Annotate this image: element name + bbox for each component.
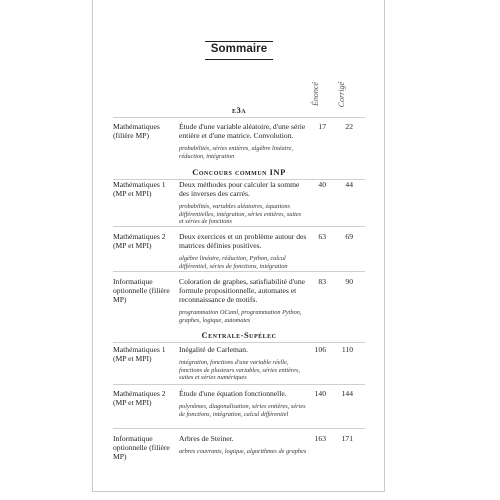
entry-corrige-page[interactable]: 90: [345, 277, 353, 286]
entry-description: Deux méthodes pour calculer la somme des inverses des carrés.: [179, 180, 300, 198]
entry-description: Deux exercices et un problème autour des matrices définies positives.: [179, 232, 307, 250]
entry-enonce-page[interactable]: 40: [318, 180, 326, 189]
entry-subject: Informatique optionnelle (filière MP): [113, 434, 170, 461]
entry-divider: [113, 384, 365, 385]
entry-subject: Informatique optionnelle (filière MP): [113, 277, 170, 304]
entry-description: Coloration de graphes, satisfiabilité d'une formule propositionnelle, automates et reconnaissance de motifs.: [179, 277, 306, 304]
entry-subject: Mathématiques 1 (MP et MPI): [113, 180, 166, 198]
entry-divider: [113, 226, 365, 227]
entry-enonce-page[interactable]: 106: [314, 345, 326, 354]
entry-corrige-page[interactable]: 144: [341, 389, 353, 398]
entry-subject: Mathématiques 2 (MP et MPI): [113, 232, 166, 250]
entry-description: Arbres de Steiner.: [179, 434, 234, 443]
entry-description: Étude d'une équation fonctionnelle.: [179, 389, 287, 398]
entry-keywords: intégration, fonctions d'une variable réelle, fonctions de plusieurs variables, séries entières, suites et séries numériques: [179, 359, 300, 381]
entry-description-block: [179, 277, 307, 324]
entry-enonce-page[interactable]: 83: [318, 277, 326, 286]
entry-subject: Mathématiques (filière MP): [113, 122, 160, 140]
summary-page: [113, 0, 365, 500]
entry-keywords: polynômes, diagonalisation, séries entières, séries de fonctions, intégration, calcul différentiel: [179, 403, 306, 418]
entry-corrige-page[interactable]: 22: [345, 122, 353, 131]
section-divider: [113, 117, 365, 118]
entry-description-block: [179, 345, 307, 382]
section-title-e3a: e3a: [231, 105, 247, 115]
title-block: [113, 39, 365, 60]
entry-enonce-page[interactable]: 17: [318, 122, 326, 131]
entry-description: Étude d'une variable aléatoire, d'une série entière et d'une matrice. Convolution.: [179, 122, 306, 140]
entry-description-block: [179, 122, 307, 160]
entry-keywords: probabilités, séries entières, algèbre linéaire, réduction, intégration: [179, 145, 293, 160]
entry-keywords: algèbre linéaire, réduction, Python, calcul différentiel, séries de fonctions, intégration: [179, 255, 288, 270]
entry-subject: Mathématiques 2 (MP et MPI): [113, 389, 166, 407]
column-header-enonce: Énoncé: [311, 82, 320, 106]
entry-divider: [113, 271, 365, 272]
entry-enonce-page[interactable]: 140: [314, 389, 326, 398]
entry-keywords: arbres couvrants, logique, algorithmes de graphes: [179, 448, 307, 455]
section-divider: [113, 342, 365, 343]
entry-corrige-page[interactable]: 44: [345, 180, 353, 189]
page-title: Sommaire: [205, 41, 273, 60]
entry-corrige-page[interactable]: 110: [341, 345, 353, 354]
column-header-corrige: Corrigé: [337, 82, 346, 108]
section-title-centrale: Centrale-Supélec: [201, 330, 277, 340]
entry-subject: Mathématiques 1 (MP et MPI): [113, 345, 166, 363]
entry-description-block: [179, 389, 307, 418]
entry-enonce-page[interactable]: 63: [318, 232, 326, 241]
entry-description-block: [179, 232, 307, 270]
entry-corrige-page[interactable]: 171: [341, 434, 353, 443]
entry-corrige-page[interactable]: 69: [345, 232, 353, 241]
entry-enonce-page[interactable]: 163: [314, 434, 326, 443]
entry-description-block: [179, 180, 307, 226]
entry-description-block: [179, 434, 307, 456]
entry-description: Inégalité de Carleman.: [179, 345, 248, 354]
entry-divider: [113, 428, 365, 429]
entry-keywords: probabilités, variables aléatoires, équations différentielles, intégration, séries entières, suites et séries de fonctions: [179, 203, 302, 225]
section-title-ccinp: Concours commun INP: [192, 167, 286, 177]
entry-keywords: programmation OCaml, programmation Python, graphes, logique, automates: [179, 309, 302, 324]
